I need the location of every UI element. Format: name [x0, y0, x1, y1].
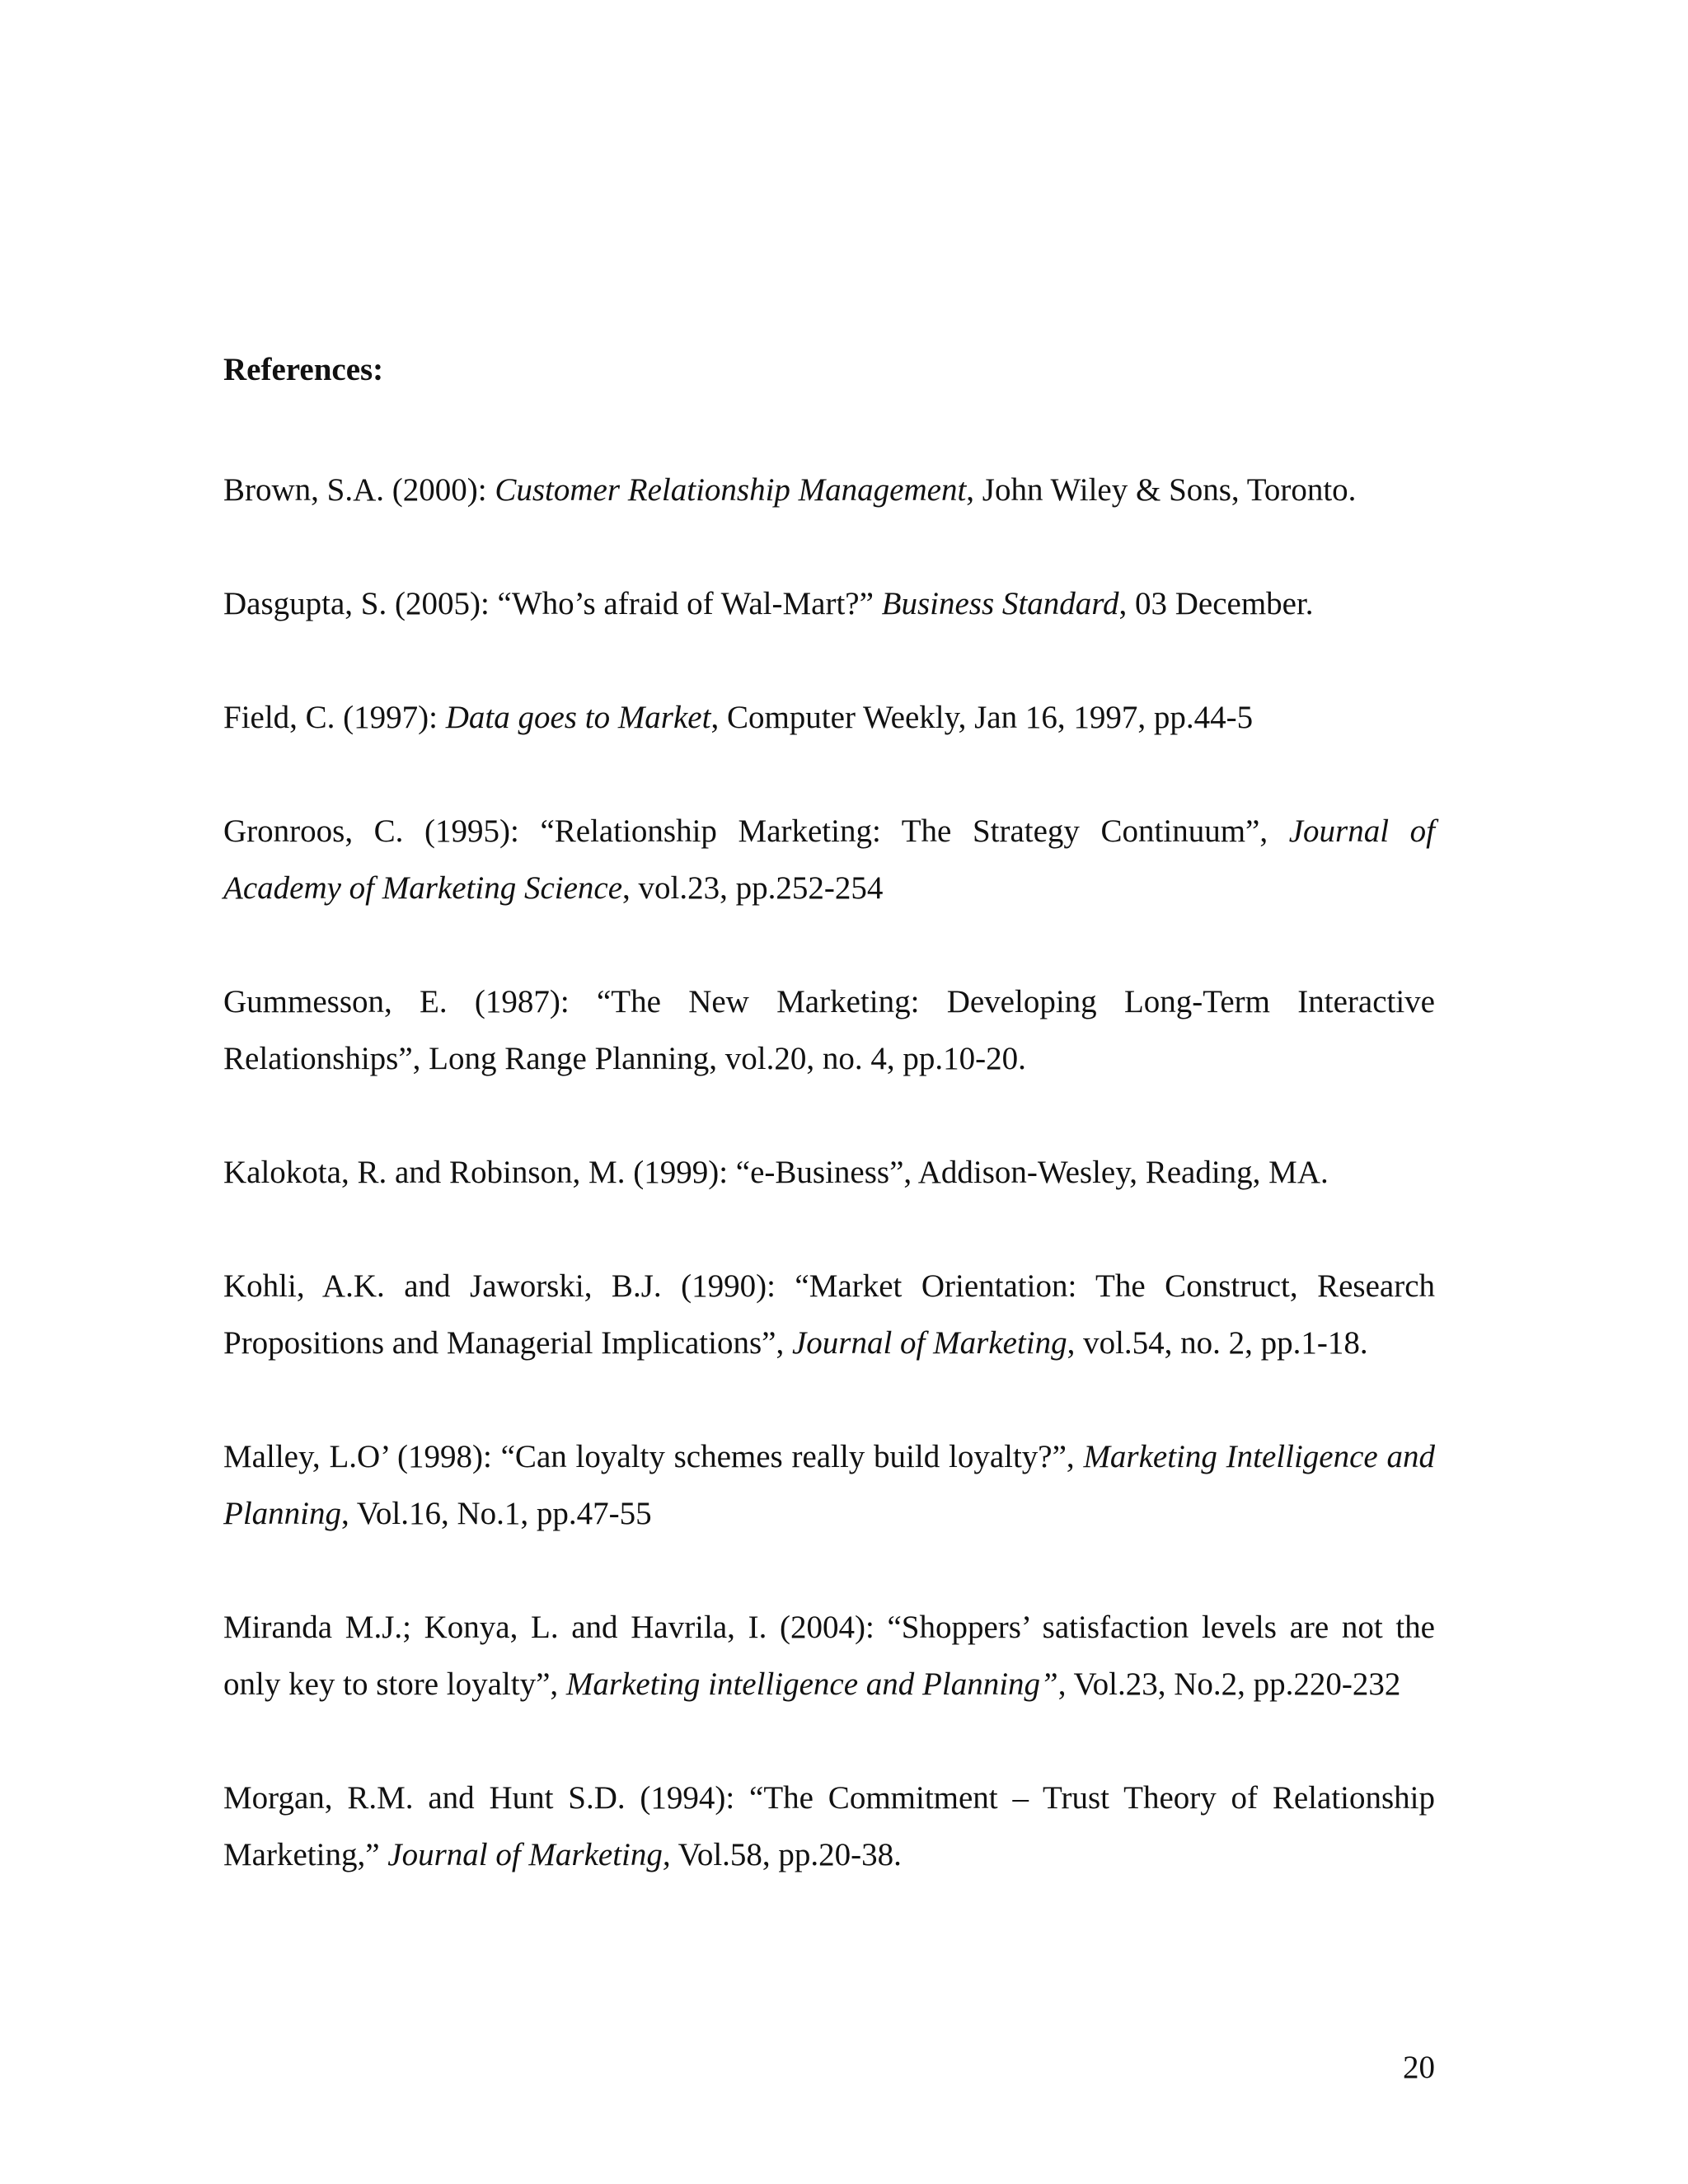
reference-title: Journal of Marketing,: [387, 1837, 671, 1872]
reference-gummesson: [223, 973, 1435, 1087]
reference-morgan: [223, 1769, 1435, 1883]
reference-list: [223, 462, 1435, 1940]
reference-title: Marketing intelligence and Planning”: [565, 1666, 1058, 1702]
reference-text: , vol.23, pp.252-254: [622, 870, 884, 906]
reference-dasgupta: [223, 575, 1435, 632]
reference-text: , Vol.23, No.2, pp.220-232: [1057, 1666, 1401, 1702]
reference-text: Field, C. (1997):: [223, 700, 446, 735]
reference-title: Customer Relationship Management: [495, 472, 967, 508]
references-heading: References:: [223, 352, 384, 387]
reference-title: Data goes to Market: [445, 700, 711, 735]
reference-gronroos: [223, 803, 1435, 916]
reference-text: Kohli, A.K. and Jaworski, B.J. (1990): “Market Orientation: The Construct, Research Propositions and Managerial Implications”,: [223, 1268, 1435, 1361]
reference-miranda: [223, 1599, 1435, 1713]
reference-brown: [223, 462, 1435, 518]
reference-text: , vol.54, no. 2, pp.1-18.: [1067, 1325, 1368, 1361]
reference-title: Business Standard: [881, 586, 1119, 621]
reference-text: Brown, S.A. (2000):: [223, 472, 495, 508]
reference-text: Dasgupta, S. (2005): “Who’s afraid of Wal-Mart?”: [223, 586, 882, 621]
reference-text: , 03 December.: [1118, 586, 1314, 621]
reference-text: , John Wiley & Sons, Toronto.: [966, 472, 1357, 508]
reference-text: Morgan, R.M. and Hunt S.D. (1994): “The Commitment – Trust Theory of Relationship Marketing,”: [223, 1780, 1435, 1872]
reference-field: [223, 689, 1435, 746]
reference-title: Journal of Marketing: [791, 1325, 1067, 1361]
reference-text: Miranda M.J.; Konya, L. and Havrila, I. (2004): “Shoppers’ satisfaction levels are not the only key to store loyalty”,: [223, 1610, 1435, 1702]
reference-title: Journal of Academy of Marketing Science: [223, 813, 1435, 906]
reference-text: Gronroos, C. (1995): “Relationship Marketing: The Strategy Continuum”,: [223, 813, 1289, 849]
page-number: 20: [1403, 2050, 1435, 2085]
reference-kohli: [223, 1258, 1435, 1371]
reference-kalokota: [223, 1144, 1435, 1201]
reference-text: , Vol.16, No.1, pp.47-55: [341, 1496, 652, 1531]
reference-text: Malley, L.O’ (1998): “Can loyalty schemes really build loyalty?”,: [223, 1439, 1084, 1474]
reference-text: , Computer Weekly, Jan 16, 1997, pp.44-5: [710, 700, 1254, 735]
reference-text: Gummesson, E. (1987): “The New Marketing: Developing Long-Term Interactive Relationships”, Long Range Planning, vol.20, no. 4, pp.10-20.: [223, 984, 1435, 1076]
reference-malley: [223, 1428, 1435, 1542]
reference-text: Vol.58, pp.20-38.: [670, 1837, 902, 1872]
reference-text: Kalokota, R. and Robinson, M. (1999): “e-Business”, Addison-Wesley, Reading, MA.: [223, 1155, 1329, 1190]
reference-title: Marketing Intelligence and Planning: [223, 1439, 1435, 1531]
